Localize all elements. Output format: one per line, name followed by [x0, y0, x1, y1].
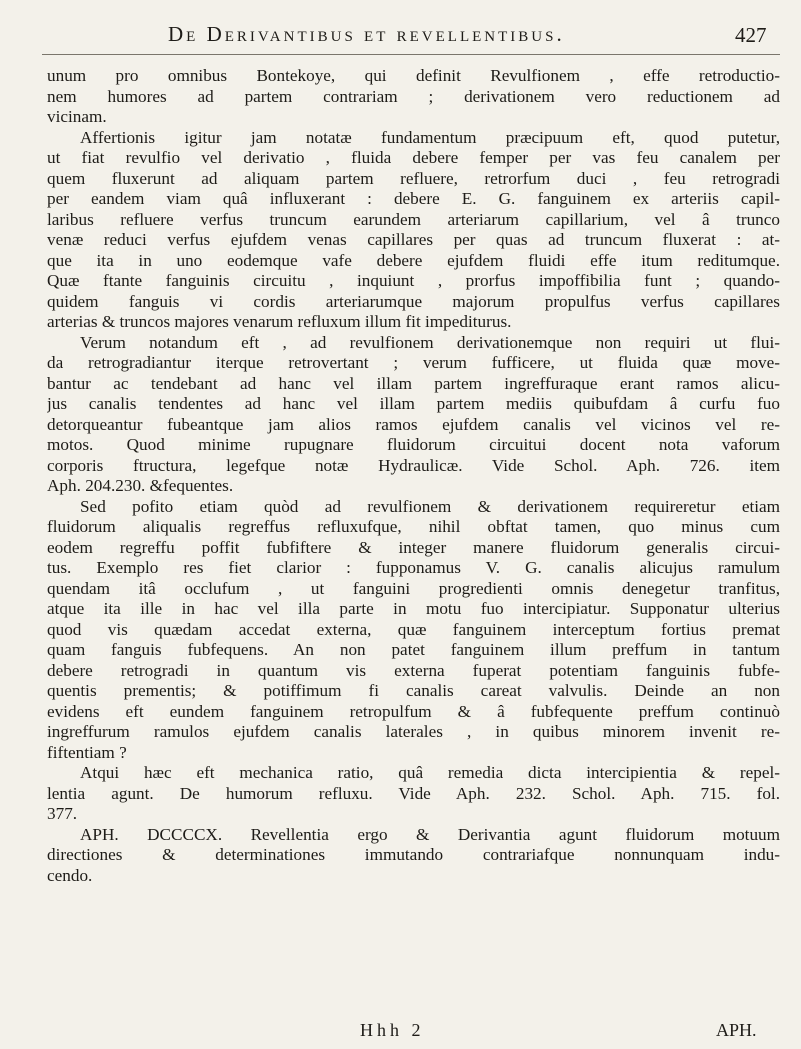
text-line: quem fluxerunt ad aliquam partem refluere, retrorfum duci , feu retrogradi [47, 168, 780, 188]
text-line: Affertionis igitur jam notatæ fundamentum præcipuum eft, quod putetur, [80, 127, 780, 147]
text-line: lentia agunt. De humorum refluxu. Vide Aph. 232. Schol. Aph. 715. fol. [47, 783, 780, 803]
text-line: venæ reduci verfus ejufdem venas capillares per quas ad truncum fluxerat : at- [47, 230, 780, 249]
text-line: fluidorum aliqualis regreffus refluxufque, nihil obftat tamen, quo minus cum [47, 517, 780, 536]
page-number: 427 [735, 23, 767, 47]
body-text [47, 66, 780, 886]
text-line: eodem regreffu poffit fubfiftere & integer manere fluidorum generalis circui- [47, 537, 780, 557]
text-line: quidem fanguis vi cordis arteriarumque majorum propulfus verfus capillares [47, 291, 780, 311]
text-line: quendam itâ occlufum , ut fanguini progredienti omnis denegetur tranfitus, [47, 578, 780, 598]
text-line: jus canalis tendentes ad hanc vel illam partem mediis quibufdam â curfu fuo [47, 394, 780, 413]
text-line: 377. [47, 804, 78, 823]
catchword: APH. [716, 1020, 757, 1040]
text-line: fiftentiam ? [47, 742, 127, 762]
text-line: APH. DCCCCX. Revellentia ergo & Derivantia agunt fluidorum motuum [80, 824, 780, 844]
text-line: quod vis quædam accedat externa, quæ fanguinem interceptum fortius premat [47, 619, 780, 639]
text-line: ingreffurum ramulos ejufdem canalis laterales , in quibus minorem invenit re- [47, 722, 780, 741]
text-line: laribus refluere verfus truncum earundem arteriarum capillarium, vel â trunco [47, 209, 780, 229]
text-line: da retrogradiantur iterque retrovertant ; verum fufficere, ut fluida quæ move- [47, 353, 780, 372]
text-line: arterias & truncos majores venarum refluxum illum fit impediturus. [47, 312, 512, 331]
text-line: vicinam. [47, 107, 107, 126]
text-line: per eandem viam quâ influxerant : debere E. G. fanguinem ex arteriis capil- [47, 189, 780, 208]
text-line: Aph. 204.230. &fequentes. [47, 476, 234, 495]
text-line: Quæ ftante fanguinis circuitu , inquiunt , prorfus impoffibilia funt ; quando- [47, 271, 780, 290]
text-line: ut fiat revulfio vel derivatio , fluida debere femper per vas feu canalem per [47, 148, 780, 167]
text-line: motos. Quod minime rupugnare fluidorum circuitui docent nota vaforum [47, 435, 780, 454]
signature-mark: Hhh 2 [360, 1020, 425, 1040]
running-head: De Derivantibus et revellentibus. [168, 22, 565, 46]
page-header [0, 20, 801, 60]
text-line: detorqueantur fubeantque jam alios ramos ejufdem canalis vel vicinos vel re- [47, 414, 780, 434]
text-line: Atqui hæc eft mechanica ratio, quâ remedia dicta intercipientia & repel- [80, 763, 780, 782]
text-line: directiones & determinationes immutando contrariafque nonnunquam indu- [47, 845, 780, 864]
text-line: evidens eft eundem fanguinem retropulfum & â fubfequente preffum continuò [47, 701, 780, 721]
text-line: atque ita ille in hac vel illa parte in motu fuo intercipiatur. Supponatur ulterius [47, 599, 780, 618]
text-line: Verum notandum eft , ad revulfionem derivationemque non requiri ut flui- [80, 332, 780, 352]
text-line: nem humores ad partem contrariam ; derivationem vero reductionem ad [47, 86, 780, 106]
text-line: corporis ftructura, legefque notæ Hydraulicæ. Vide Schol. Aph. 726. item [47, 455, 780, 475]
text-line: unum pro omnibus Bontekoye, qui definit Revulfionem , effe retroductio- [47, 66, 780, 85]
text-line: debere retrogradi in quantum vis externa fuperat potentiam fanguinis fubfe- [47, 660, 780, 680]
text-line: Sed pofito etiam quòd ad revulfionem & derivationem requireretur etiam [80, 496, 780, 516]
text-line: bantur ac tendebant ad hanc vel illam partem ingreffuraque erant ramos alicu- [47, 373, 780, 393]
text-line: quam fanguis fubfequens. An non patet fanguinem illum preffum in tantum [47, 640, 780, 659]
text-line: tus. Exemplo res fiet clarior : fupponamus V. G. canalis alicujus ramulum [47, 558, 780, 577]
header-rule [42, 54, 780, 55]
page-footer [0, 1020, 801, 1044]
text-line: quentis prementis; & potiffimum fi canalis careat valvulis. Deinde an non [47, 681, 780, 700]
text-line: que ita in uno eodemque vafe debere ejufdem fluidi effe itum reditumque. [47, 250, 780, 270]
text-line: cendo. [47, 865, 93, 885]
